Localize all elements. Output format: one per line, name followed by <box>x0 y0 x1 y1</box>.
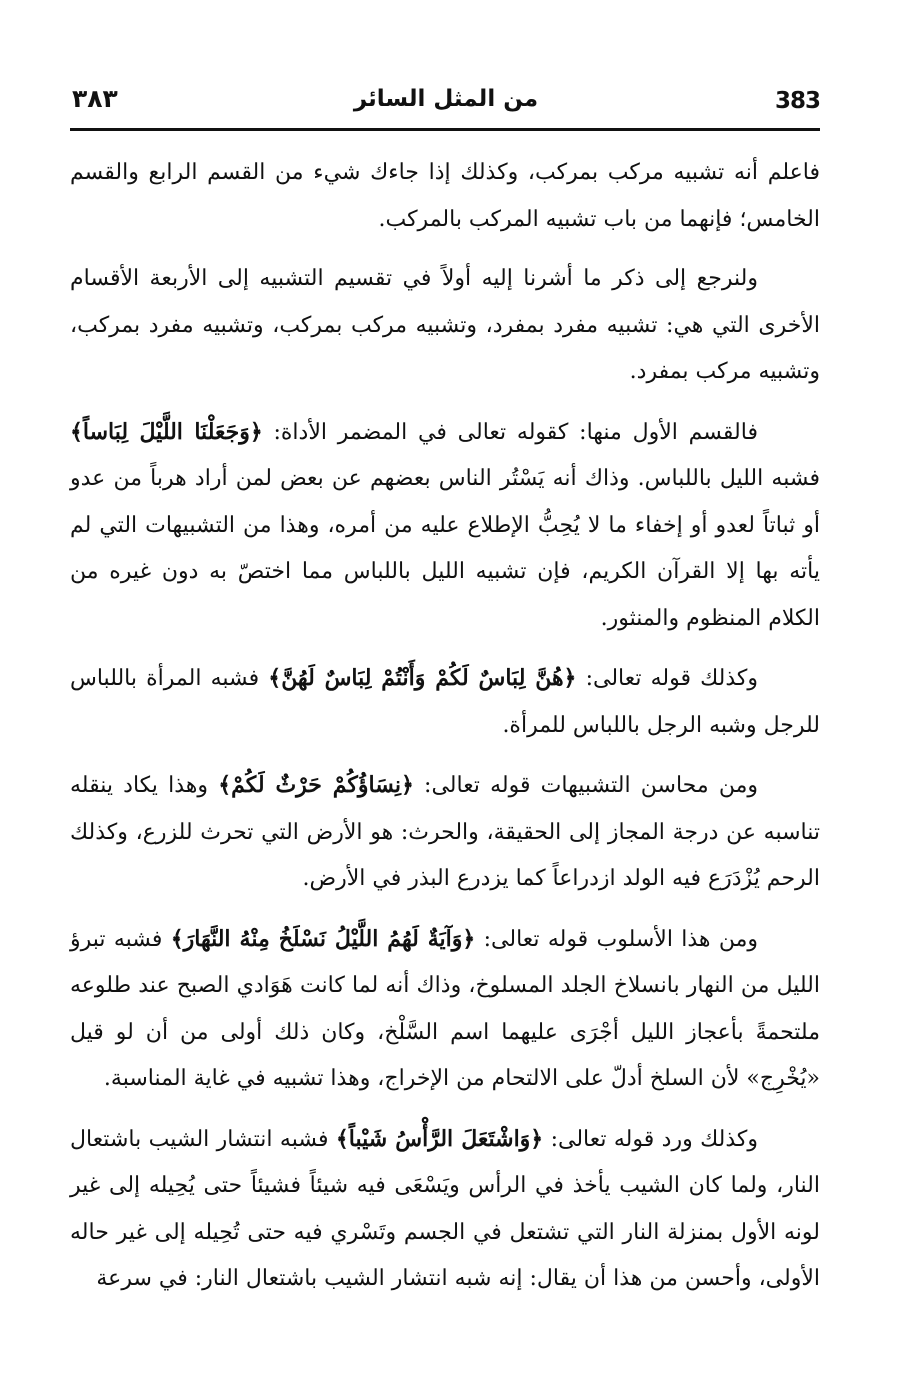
page-header <box>72 82 820 128</box>
header-rule <box>70 128 820 131</box>
paragraph <box>70 150 820 243</box>
paragraph <box>70 1116 820 1303</box>
quran-quote: ﴿هُنَّ لِبَاسٌ لَكُمْ وَأَنْتُمْ لِبَاسٌ لَهُنَّ﴾ <box>268 665 577 691</box>
paragraph-text: ولنرجع إلى ذكر ما أشرنا إليه أولاً في تقسيم التشبيه إلى الأربعة الأقسام الأخرى التي هي: تشبيه مفرد بمفرد، وتشبيه مركب بمركب، وتشبيه مفرد بمركب، وتشبيه مركب بمفرد. <box>70 266 820 384</box>
paragraph-text: فشبه الليل باللباس. وذاك أنه يَسْتُر الناس بعضهم عن بعض لمن أراد هرباً من عدو أو ثباتاً لعدو أو إخفاء ما لا يُحِبُّ الإطلاع عليه من أمره، وهذا من التشبيهات التي لم يأته بها إلا القرآن الكريم، فإن تشبيه الليل باللباس مما اختصّ به دون غيره من الكلام المنظوم والمنثور. <box>70 466 820 631</box>
page-number-latin: 383 <box>774 88 820 114</box>
quran-quote: ﴿وَجَعَلْنَا اللَّيْلَ لِبَاساً﴾ <box>70 418 263 445</box>
paragraph-text: فالقسم الأول منها: كقوله تعالى في المضمر الأداة: <box>262 419 758 445</box>
paragraph-text: وكذلك ورد قوله تعالى: <box>543 1126 758 1152</box>
running-title: من المثل السائر <box>353 86 539 112</box>
paragraph <box>70 762 820 903</box>
paragraph-text: فشبه المرأة باللباس للرجل وشبه الرجل باللباس للمرأة. <box>70 666 820 738</box>
paragraph-text: ومن محاسن التشبيهات قوله تعالى: <box>413 773 759 798</box>
paragraph <box>70 916 820 1103</box>
quran-quote: ﴿وَآيَةٌ لَهُمُ اللَّيْلُ نَسْلَخُ مِنْهُ النَّهَارَ﴾ <box>170 925 476 952</box>
paragraph-text: ومن هذا الأسلوب قوله تعالى: <box>475 926 759 952</box>
paragraph-text: وهذا يكاد ينقله تناسبه عن درجة المجاز إلى الحقيقة، والحرث: هو الأرض التي تحرث للزرع، وكذلك الرحم يُزْدَرَع فيه الولد ازدراعاً كما يزدرع البذر في الأرض. <box>70 773 820 891</box>
page-body <box>70 150 820 1303</box>
page-number-arabic: ٣٨٣ <box>72 84 118 113</box>
paragraph-text: وكذلك قوله تعالى: <box>576 666 758 691</box>
paragraph <box>70 409 820 643</box>
quran-quote: ﴿وَاشْتَعَلَ الرَّأْسُ شَيْباً﴾ <box>335 1125 544 1152</box>
paragraph-text: فاعلم أنه تشبيه مركب بمركب، وكذلك إذا جاءك شيء من القسم الرابع والقسم الخامس؛ فإنهما من باب تشبيه المركب بالمركب. <box>70 160 820 232</box>
paragraph <box>70 655 820 749</box>
paragraph-text: فشبه تبرؤ الليل من النهار بانسلاخ الجلد المسلوخ، وذاك أنه لما كانت هَوَادي الصبح عند طلوعه ملتحمةً بأعجاز الليل أجْرَى عليهما اسم السَّلْخ، وكان ذلك أولى من أن لو قيل «يُخْرِج» لأن السلخ أدلّ على الالتحام من الإخراج، وهذا تشبيه في غاية المناسبة. <box>70 926 820 1091</box>
paragraph <box>70 256 820 396</box>
quran-quote: ﴿نِسَاؤُكُمْ حَرْثٌ لَكُمْ﴾ <box>218 772 414 798</box>
paragraph-text: فشبه انتشار الشيب باشتعال النار، ولما كان الشيب يأخذ في الرأس ويَسْعَى فيه شيئاً فشيئاً حتى يُحِيله إلى غير لونه الأول بمنزلة النار التي تشتعل في الجسم وتَسْري فيه حتى تُحِيله إلى غير حاله الأولى، وأحسن من هذا أن يقال: إنه شبه انتشار الشيب باشتعال النار: في سرعة <box>70 1126 820 1291</box>
